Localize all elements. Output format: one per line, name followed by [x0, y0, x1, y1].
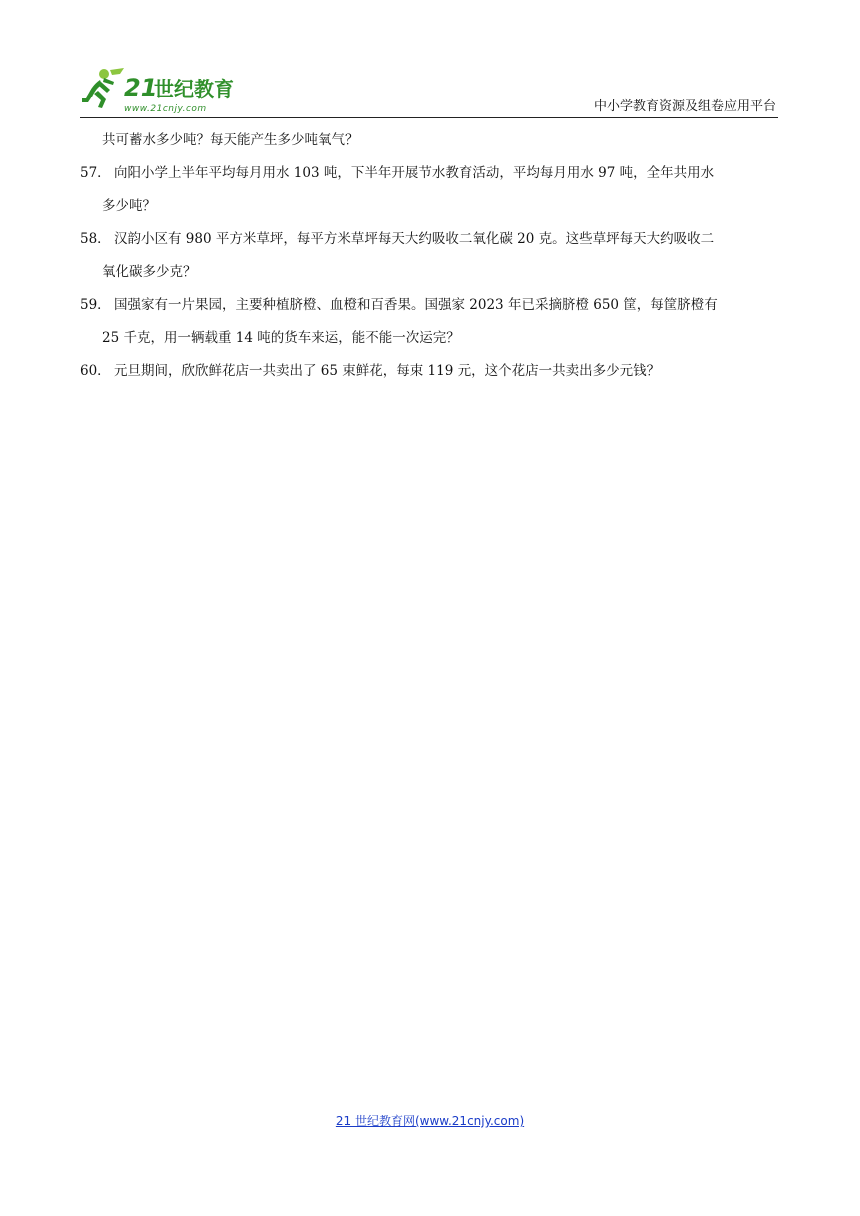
question-text: 多少吨？ — [102, 198, 156, 214]
svg-text:21: 21 — [124, 74, 158, 102]
question-text: 国强家有一片果园，主要种植脐橙、血橙和百香果。国强家 2023 年已采摘脐橙 650 筐，每筐脐橙有 — [114, 297, 718, 313]
question-57-continuation — [80, 190, 780, 223]
svg-text:www.21cnjy.com: www.21cnjy.com — [124, 104, 207, 114]
platform-name: 中小学教育资源及组卷应用平台 — [593, 99, 776, 114]
svg-text:世纪教育: 世纪教育 — [154, 77, 234, 101]
question-text: 氧化碳多少克？ — [102, 264, 197, 280]
question-number: 57． — [80, 165, 111, 181]
question-60 — [80, 355, 780, 388]
question-57 — [80, 157, 780, 190]
question-text: 共可蓄水多少吨？每天能产生多少吨氧气？ — [102, 132, 359, 148]
question-56-continuation — [80, 124, 780, 157]
page-header — [80, 62, 778, 118]
question-text: 25 千克，用一辆载重 14 吨的货车来运，能不能一次运完？ — [102, 330, 460, 346]
site-logo — [80, 66, 270, 116]
runner-icon — [82, 68, 124, 108]
question-number: 59． — [80, 297, 111, 313]
question-number: 58． — [80, 231, 111, 247]
question-59 — [80, 289, 780, 322]
question-text: 向阳小学上半年平均每月用水 103 吨，下半年开展节水教育活动，平均每月用水 97 吨，全年共用水 — [114, 165, 715, 181]
question-number: 60． — [80, 363, 111, 379]
question-text: 汉韵小区有 980 平方米草坪，每平方米草坪每天大约吸收二氧化碳 20 克。这些草坪每天大约吸收二 — [114, 231, 715, 247]
header-divider — [80, 117, 778, 118]
question-text: 元旦期间，欣欣鲜花店一共卖出了 65 束鲜花，每束 119 元，这个花店一共卖出多少元钱？ — [114, 363, 661, 379]
question-58 — [80, 223, 780, 256]
question-list — [80, 124, 780, 388]
footer-site-link[interactable]: 21 世纪教育网(www.21cnjy.com) — [335, 1114, 525, 1128]
question-59-continuation — [80, 322, 780, 355]
question-58-continuation — [80, 256, 780, 289]
